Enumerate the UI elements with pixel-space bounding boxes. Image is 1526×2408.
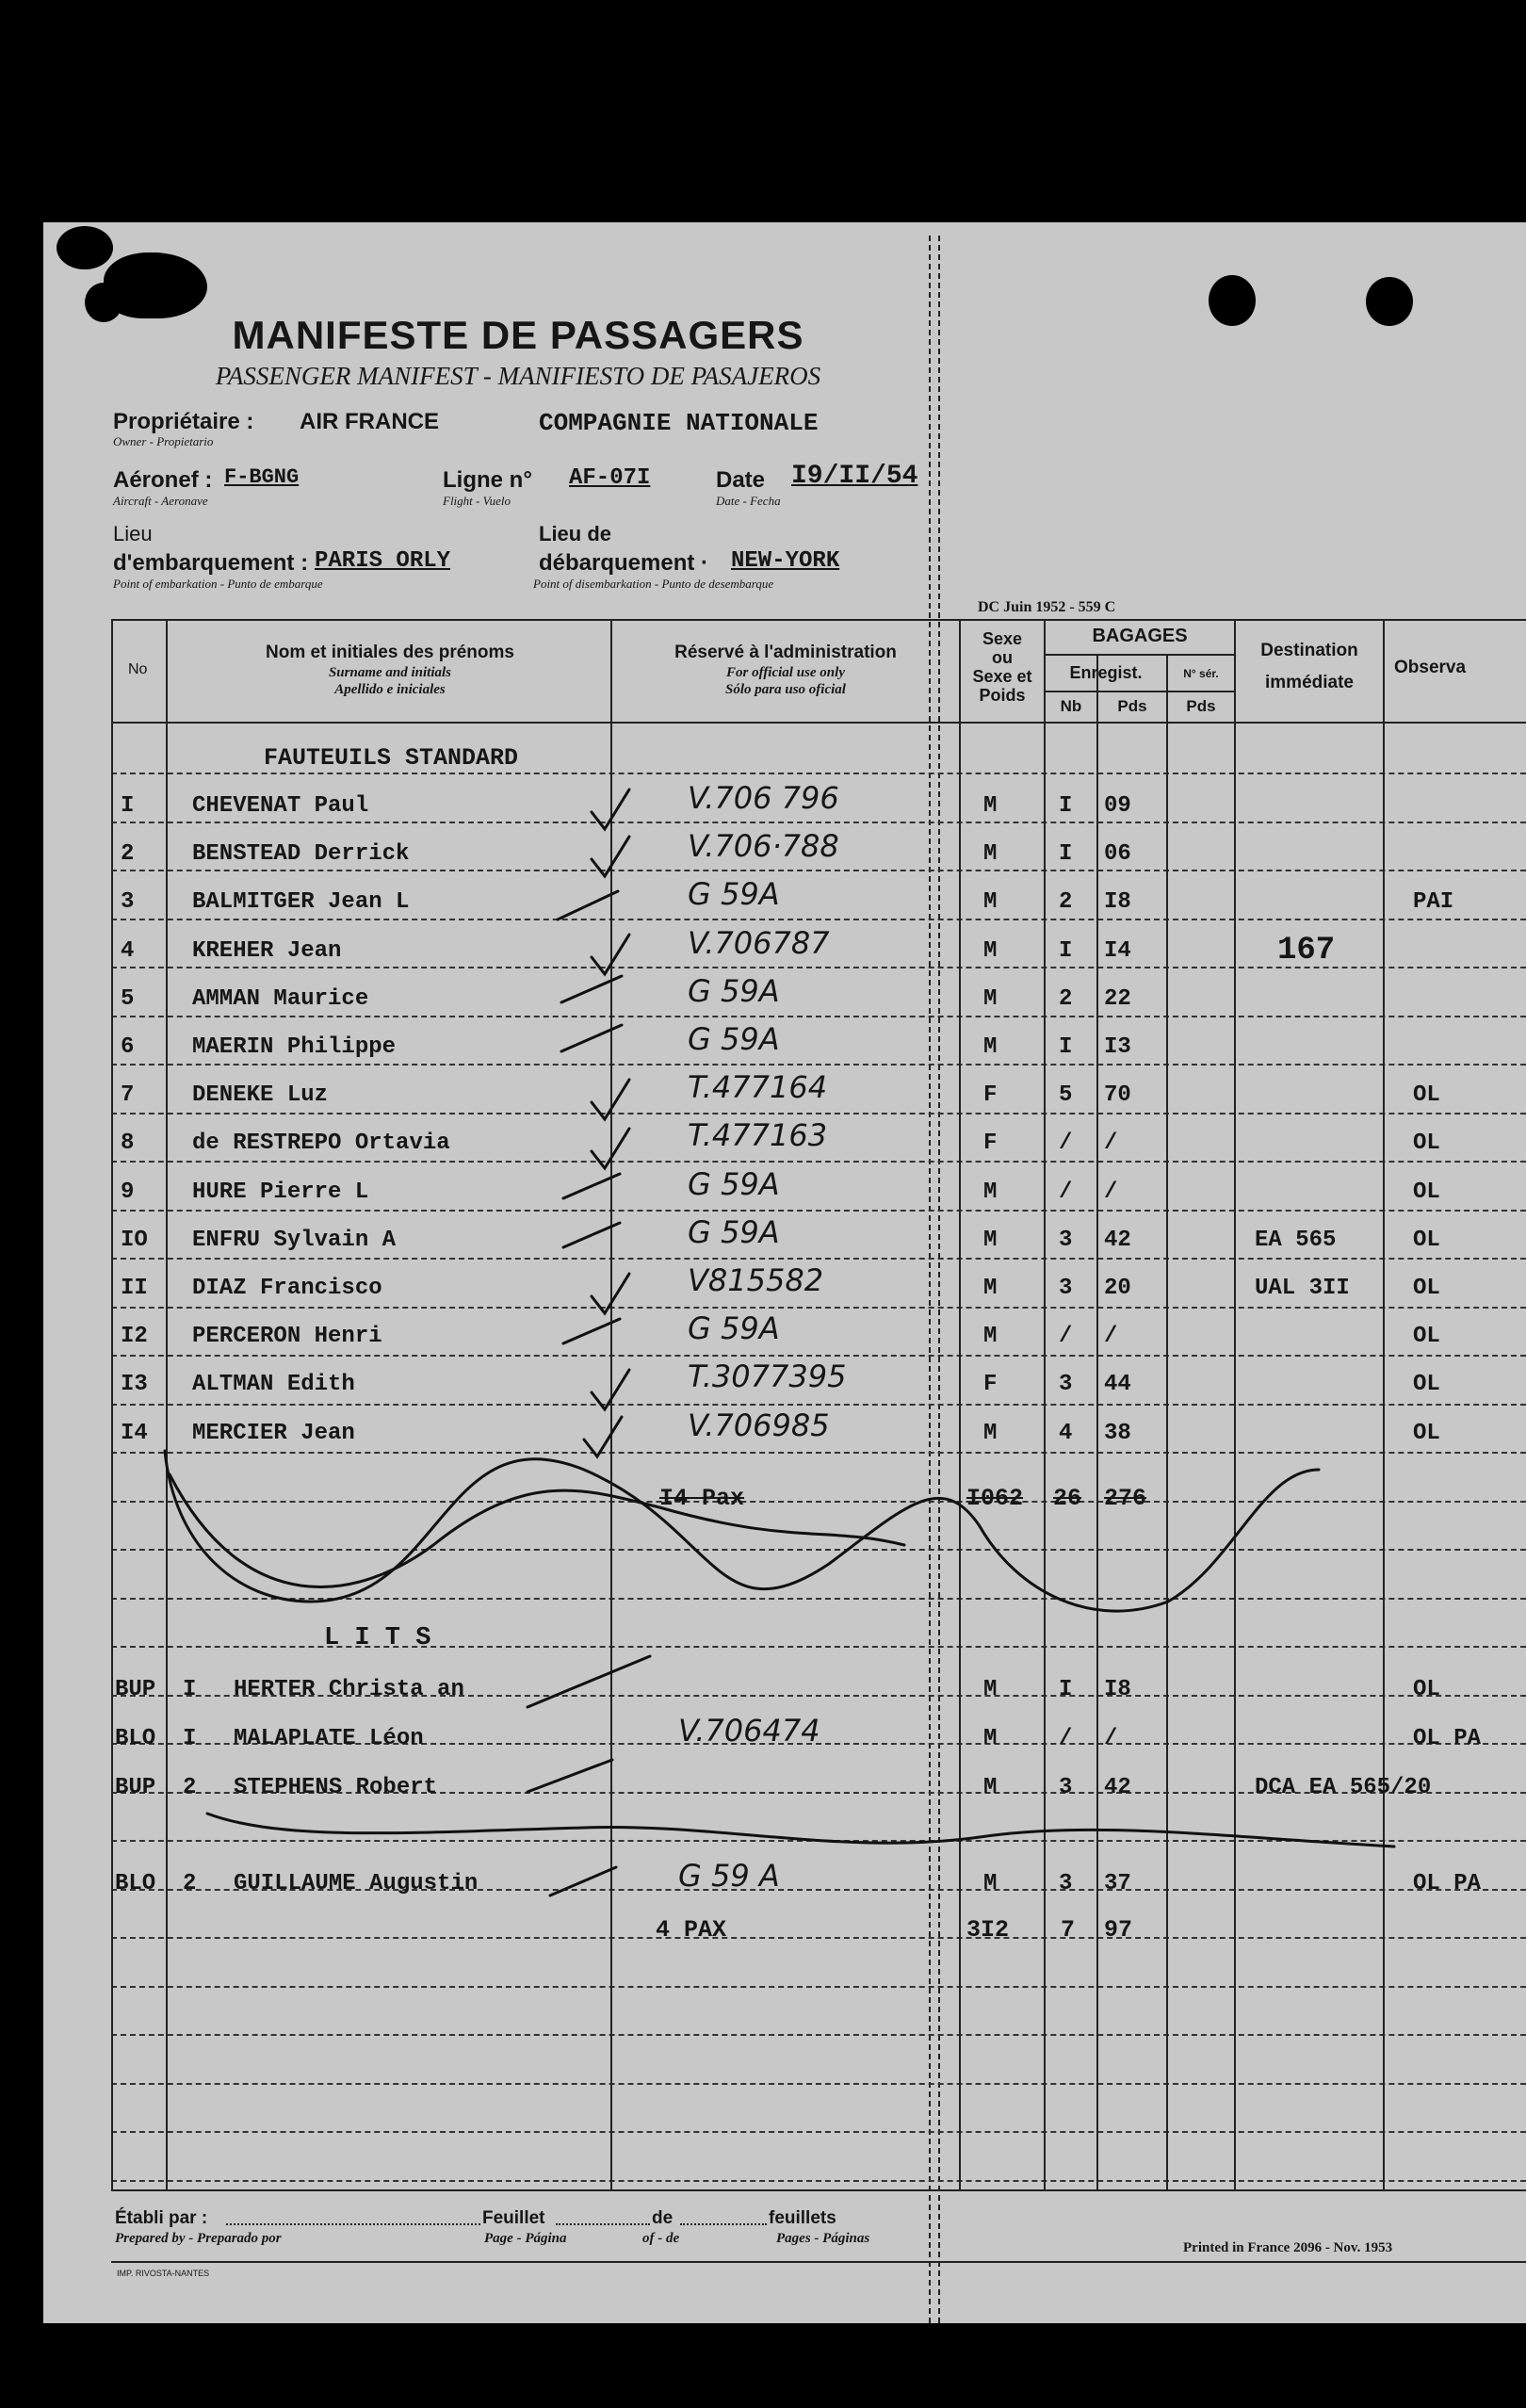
of-sub: of - de <box>642 2231 680 2246</box>
destination: EA 565 <box>1255 1227 1337 1253</box>
observation: OL <box>1413 1082 1440 1109</box>
prepared-by-label: Établi par : <box>115 2208 208 2228</box>
passenger-number: 3 <box>121 889 135 916</box>
baggage-weight: I4 <box>1104 937 1131 964</box>
official-note: G 59A <box>688 1165 780 1202</box>
baggage-weight: 09 <box>1104 793 1131 819</box>
official-note: G 59A <box>688 1021 780 1057</box>
baggage-weight: 38 <box>1104 1420 1131 1446</box>
sheet-sub: Page - Página <box>484 2231 567 2246</box>
official-note: V.706985 <box>688 1407 830 1443</box>
owner-value: AIR FRANCE <box>300 409 439 434</box>
passenger-name: HURE Pierre L <box>192 1179 369 1205</box>
observation: OL <box>1413 1372 1440 1398</box>
passenger-sex: F <box>983 1131 998 1157</box>
official-note: G 59A <box>688 972 780 1009</box>
prepared-by-sub: Prepared by - Preparado por <box>115 2231 282 2246</box>
passenger-number: I2 <box>121 1324 148 1350</box>
official-note: G 59 A <box>678 1858 780 1894</box>
form-reference: DC Juin 1952 - 559 C <box>978 599 1116 615</box>
observation: OL PA <box>1413 1726 1482 1751</box>
passenger-sex: M <box>983 889 998 916</box>
baggage-weight: 37 <box>1104 1871 1131 1896</box>
passenger-sex: M <box>983 1775 998 1800</box>
baggage-count: I <box>1059 793 1073 819</box>
page-subtitle: PASSENGER MANIFEST - MANIFIESTO DE PASAJEROS <box>215 362 821 390</box>
embark-sub: Point of embarkation - Punto de embarque <box>113 577 323 591</box>
disembark-sub: Point of disembarkation - Punto de desembarque <box>533 577 774 591</box>
observation: OL PA <box>1413 1871 1482 1896</box>
col-header-registered: Enregist. <box>1069 663 1143 682</box>
bed-number: I <box>183 1726 197 1751</box>
printer-imprint: IMP. RIVOSTA-NANTES <box>117 2269 210 2278</box>
col-header-baggage: BAGAGES <box>1092 626 1188 646</box>
col-header-sex-1: Sexe <box>982 629 1023 648</box>
embark-label-line1: Lieu <box>113 522 153 545</box>
passenger-sex: M <box>983 1276 998 1301</box>
baggage-count: / <box>1059 1131 1073 1157</box>
col-header-sex-4: Poids <box>979 686 1026 705</box>
passenger-sex: M <box>983 1034 998 1060</box>
owner-typed: COMPAGNIE NATIONALE <box>539 409 819 437</box>
col-header-nb: Nb <box>1060 697 1082 715</box>
passenger-name: MERCIER Jean <box>192 1420 355 1446</box>
bed-prefix: BLO <box>115 1726 156 1751</box>
observation: OL <box>1413 1324 1440 1350</box>
bed-total-bags: 7 <box>1061 1916 1076 1944</box>
bed-total-bag-weight: 97 <box>1104 1916 1133 1944</box>
disembark-label-line2: débarquement · <box>539 550 709 576</box>
flight-sub: Flight - Vuelo <box>443 494 511 508</box>
col-header-sex-3: Sexe et <box>972 667 1032 686</box>
baggage-count: / <box>1059 1726 1073 1751</box>
passenger-sex: M <box>983 1677 998 1702</box>
baggage-count: / <box>1059 1179 1073 1205</box>
destination: UAL 3II <box>1255 1276 1350 1301</box>
official-note: G 59A <box>688 876 780 913</box>
passenger-number: 2 <box>121 841 135 868</box>
passenger-sex: M <box>983 985 998 1012</box>
disembark-label-line1: Lieu de <box>539 522 612 545</box>
official-note: V815582 <box>688 1262 824 1298</box>
passenger-sex: M <box>983 1871 998 1896</box>
baggage-weight: 06 <box>1104 841 1131 868</box>
bed-total-weight: 3I2 <box>966 1916 1010 1944</box>
official-note: V.706474 <box>678 1713 820 1749</box>
disembark-value: NEW-YORK <box>731 548 840 574</box>
col-header-sex-2: ou <box>992 648 1013 667</box>
observation: OL <box>1413 1420 1440 1446</box>
flight-value: AF-07I <box>569 465 651 491</box>
baggage-weight: / <box>1104 1131 1118 1157</box>
passenger-sex: M <box>983 937 998 964</box>
official-note: V.706 796 <box>688 780 839 816</box>
col-header-name-sub2: Apellido e iniciales <box>334 682 446 697</box>
passenger-name: HERTER Christa an <box>234 1677 464 1702</box>
passenger-name: KREHER Jean <box>192 937 342 964</box>
col-header-name-sub1: Surname and initials <box>328 665 452 680</box>
official-note: G 59A <box>688 1310 780 1347</box>
passenger-number: I <box>121 793 135 819</box>
passenger-number: 8 <box>121 1131 135 1157</box>
baggage-count: 3 <box>1059 1775 1073 1800</box>
passenger-name: MAERIN Philippe <box>192 1034 397 1060</box>
observation: PAI <box>1413 889 1454 916</box>
passenger-name: DENEKE Luz <box>192 1082 329 1109</box>
passenger-name: STEPHENS Robert <box>234 1775 438 1800</box>
passenger-sex: M <box>983 841 998 868</box>
official-note: G 59A <box>688 1213 780 1250</box>
standard-total-weight: I062 <box>966 1485 1024 1512</box>
observation: OL <box>1413 1276 1440 1301</box>
baggage-weight: 44 <box>1104 1372 1131 1398</box>
sheets-sub: Pages - Páginas <box>776 2231 870 2246</box>
passenger-number: 5 <box>121 985 135 1012</box>
flight-label: Ligne n° <box>443 467 532 493</box>
official-note: T.477164 <box>688 1069 828 1106</box>
date-value: I9/II/54 <box>791 462 918 491</box>
prepared-by-field <box>226 2223 480 2225</box>
standard-total-label: I4 Pax <box>659 1485 745 1512</box>
passenger-sex: M <box>983 1420 998 1446</box>
baggage-weight: I3 <box>1104 1034 1131 1060</box>
baggage-weight: / <box>1104 1726 1118 1751</box>
sheets-label: feuillets <box>769 2208 836 2228</box>
bed-total-label: 4 PAX <box>656 1916 727 1944</box>
section-standard-seats: FAUTEUILS STANDARD <box>264 744 519 772</box>
col-header-destination-2: immédiate <box>1265 673 1354 692</box>
baggage-weight: 20 <box>1104 1276 1131 1301</box>
embark-label-line2: d'embarquement : <box>113 550 309 576</box>
page-title: MANIFESTE DE PASSAGERS <box>232 313 804 357</box>
official-note: T.3077395 <box>688 1359 847 1395</box>
destination: DCA EA 565/20 <box>1255 1775 1432 1800</box>
passenger-name: AMMAN Maurice <box>192 985 369 1012</box>
baggage-count: 2 <box>1059 985 1073 1012</box>
of-label: de <box>652 2208 674 2228</box>
baggage-weight: / <box>1104 1324 1118 1350</box>
passenger-name: ALTMAN Edith <box>192 1372 355 1398</box>
passenger-sex: F <box>983 1082 998 1109</box>
baggage-weight: 42 <box>1104 1227 1131 1253</box>
passenger-number: 7 <box>121 1082 135 1109</box>
bed-prefix: BLO <box>115 1871 156 1896</box>
passenger-number: 9 <box>121 1179 135 1205</box>
passenger-name: BALMITGER Jean L <box>192 889 410 916</box>
baggage-count: I <box>1059 1034 1073 1060</box>
sheet-label: Feuillet <box>482 2208 545 2228</box>
passenger-number: IO <box>121 1227 148 1253</box>
baggage-count: / <box>1059 1324 1073 1350</box>
printed-in-france: Printed in France 2096 - Nov. 1953 <box>1183 2240 1393 2255</box>
passenger-sex: M <box>983 1726 998 1751</box>
col-header-no: No <box>128 661 148 677</box>
owner-label: Propriétaire : <box>113 409 254 434</box>
embark-value: PARIS ORLY <box>315 548 451 574</box>
baggage-weight: 70 <box>1104 1082 1131 1109</box>
passenger-name: CHEVENAT Paul <box>192 793 369 819</box>
date-sub: Date - Fecha <box>716 494 781 508</box>
passenger-name: PERCERON Henri <box>192 1324 382 1350</box>
passenger-sex: M <box>983 1227 998 1253</box>
baggage-count: 5 <box>1059 1082 1073 1109</box>
passenger-name: MALAPLATE Léon <box>234 1726 424 1751</box>
passenger-number: 4 <box>121 937 135 964</box>
official-note: T.477163 <box>688 1117 828 1154</box>
col-header-admin-sub2: Sólo para uso oficial <box>725 682 846 697</box>
observation: OL <box>1413 1131 1440 1157</box>
col-header-observations: Observa <box>1394 658 1467 677</box>
passenger-number: 6 <box>121 1034 135 1060</box>
owner-sub: Owner - Propietario <box>113 434 214 448</box>
bed-number: I <box>183 1677 197 1702</box>
passenger-name: ENFRU Sylvain A <box>192 1227 397 1253</box>
baggage-weight: I8 <box>1104 889 1131 916</box>
col-header-admin: Réservé à l'administration <box>674 643 897 662</box>
baggage-weight: / <box>1104 1179 1118 1205</box>
passenger-number: I3 <box>121 1372 148 1398</box>
baggage-weight: I8 <box>1104 1677 1131 1702</box>
baggage-count: I <box>1059 841 1073 868</box>
passenger-name: de RESTREPO Ortavia <box>192 1131 450 1157</box>
bed-number: 2 <box>183 1871 197 1896</box>
col-header-pds-serial: Pds <box>1186 697 1216 715</box>
baggage-count: I <box>1059 1677 1073 1702</box>
observation: OL <box>1413 1227 1440 1253</box>
baggage-count: 3 <box>1059 1871 1073 1896</box>
passenger-sex: M <box>983 1324 998 1350</box>
col-header-destination-1: Destination <box>1260 641 1358 660</box>
baggage-count: 2 <box>1059 889 1073 916</box>
section-beds: L I T S <box>324 1624 431 1652</box>
col-header-name: Nom et initiales des prénoms <box>266 643 514 662</box>
official-note: V.706787 <box>688 924 830 961</box>
col-header-pds: Pds <box>1117 697 1147 715</box>
col-header-serial-no: N° sér. <box>1183 667 1219 680</box>
baggage-count: 3 <box>1059 1276 1073 1301</box>
date-label: Date <box>716 467 766 493</box>
passenger-sex: M <box>983 1179 998 1205</box>
passenger-number: I4 <box>121 1420 148 1446</box>
col-header-admin-sub1: For official use only <box>726 665 845 680</box>
baggage-weight: 42 <box>1104 1775 1131 1800</box>
aircraft-value: F-BGNG <box>224 465 300 489</box>
baggage-weight: 22 <box>1104 985 1131 1012</box>
passenger-sex: F <box>983 1372 998 1398</box>
of-field <box>680 2223 767 2225</box>
bed-prefix: BUP <box>115 1775 156 1800</box>
standard-total-bags: 26 <box>1053 1485 1082 1512</box>
bed-prefix: BUP <box>115 1677 156 1702</box>
observation: OL <box>1413 1677 1440 1702</box>
bed-number: 2 <box>183 1775 197 1800</box>
passenger-name: BENSTEAD Derrick <box>192 841 410 868</box>
baggage-count: 4 <box>1059 1420 1073 1446</box>
passenger-name: DIAZ Francisco <box>192 1276 382 1301</box>
sheet-field <box>556 2223 650 2225</box>
passenger-name: GUILLAUME Augustin <box>234 1871 479 1896</box>
baggage-count: 3 <box>1059 1227 1073 1253</box>
destination: 167 <box>1277 932 1336 968</box>
passenger-sex: M <box>983 793 998 819</box>
passenger-number: II <box>121 1276 148 1301</box>
baggage-count: I <box>1059 937 1073 964</box>
official-note: V.706·788 <box>688 828 839 865</box>
aircraft-sub: Aircraft - Aeronave <box>113 494 208 508</box>
aircraft-label: Aéronef : <box>113 467 213 493</box>
observation: OL <box>1413 1179 1440 1205</box>
standard-total-bag-weight: 276 <box>1104 1485 1147 1512</box>
baggage-count: 3 <box>1059 1372 1073 1398</box>
